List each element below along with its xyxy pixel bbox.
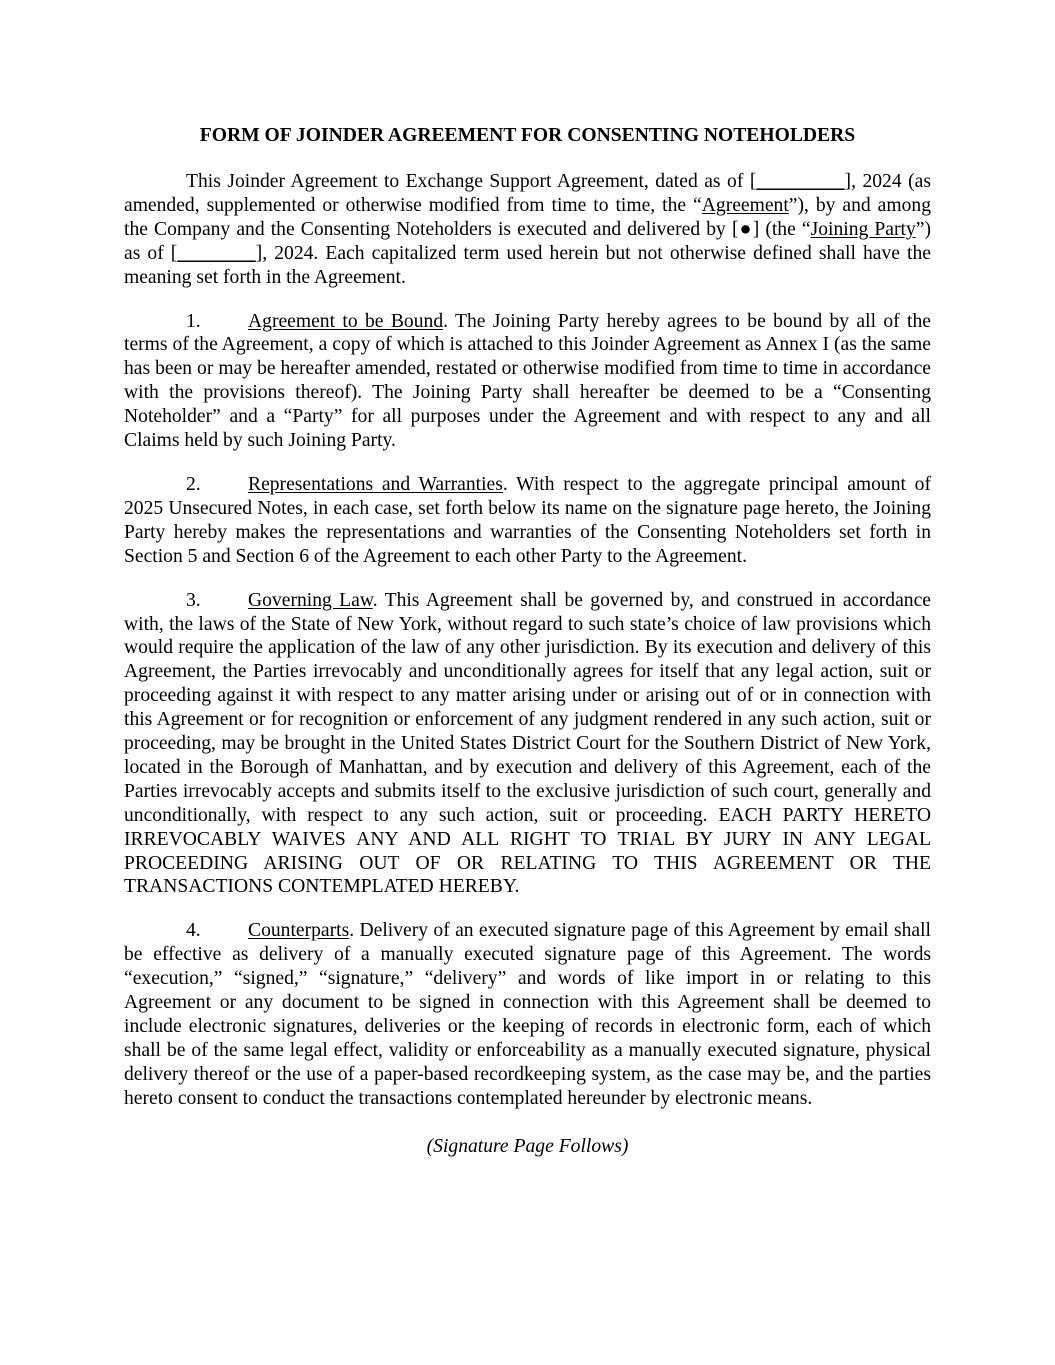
intro-text-4: ”) as of [ (124, 218, 931, 264)
date-blank: _________ (756, 171, 845, 192)
joining-party-term: Joining Party (810, 218, 916, 240)
section-4 (124, 919, 931, 1110)
section-number: 2. (186, 473, 201, 495)
section-text: . Delivery of an executed signature page of this Agreement by email shall be effective as delivery of a manually executed signature page of this Agreement. The words “execution,” “signed,” “signature,” “delivery” and words of like import in or relating to this Agreement or any document to be signed in connection with this Agreement shall be deemed to include electronic signatures, deliveries or the keeping of records in electronic form, each of which shall be of the same legal effect, validity or enforceability as a manually executed signature, physical delivery thereof or the use of a paper-based recordkeeping system, as the case may be, and the parties hereto consent to conduct the transactions contemplated hereunder by electronic means. (124, 920, 931, 1109)
document-page (124, 124, 931, 1159)
agreement-term: Agreement (701, 194, 789, 216)
section-heading: Agreement to be Bound (248, 310, 444, 332)
joinder-date-blank: ________ (177, 242, 256, 264)
section-heading: Representations and Warranties (248, 473, 503, 495)
section-heading: Counterparts (248, 920, 350, 942)
signature-page-follows: (Signature Page Follows) (426, 1135, 629, 1157)
section-text: . With respect to the aggregate principal amount of 2025 Unsecured Notes, in each case, set forth below its name on the signature page hereto, the Joining Party hereby makes the representations and warranties of the Consenting Noteholders set forth in Section 5 and Section 6 of the Agreement to each other Party to the Agreement. (124, 473, 931, 567)
intro-text-1: This Joinder Agreement to Exchange Support Agreement, dated as of [ (186, 171, 757, 192)
section-2 (124, 473, 931, 569)
intro-text-3: ”), by and among the Company and the Consenting Noteholders is executed and delivered by [●] (the “ (124, 194, 931, 240)
intro-paragraph (124, 170, 931, 290)
section-1 (124, 310, 931, 453)
section-number: 1. (186, 310, 201, 332)
intro-text-5: ], 2024. Each capitalized term used herein but not otherwise defined shall have the meaning set forth in the Agreement. (124, 242, 931, 288)
intro-text-2: ], 2024 (as amended, supplemented or otherwise modified from time to time, the “ (124, 171, 931, 216)
section-number: 3. (186, 589, 201, 611)
section-3 (124, 589, 931, 900)
section-heading: Governing Law (248, 589, 373, 611)
document-title: FORM OF JOINDER AGREEMENT FOR CONSENTING NOTEHOLDERS (199, 125, 856, 146)
section-number: 4. (186, 920, 201, 942)
section-text: . This Agreement shall be governed by, and construed in accordance with, the laws of the State of New York, without regard to such state’s choice of law provisions which would require the application of the law of any other jurisdiction. By its execution and delivery of this Agreement, the Parties irrevocably and unconditionally agrees for itself that any legal action, suit or proceeding against it with respect to any matter arising under or arising out of or in connection with this Agreement or for recognition or enforcement of any judgment rendered in any such action, suit or proceeding, may be brought in the United States District Court for the Southern District of New York, located in the Borough of Manhattan, and by execution and delivery of this Agreement, each of the Parties irrevocably accepts and submits itself to the exclusive jurisdiction of such court, generally and unconditionally, with respect to any such action, suit or proceeding. EACH PARTY HERETO IRREVOCABLY WAIVES ANY AND ALL RIGHT TO TRIAL BY JURY IN ANY LEGAL PROCEEDING ARISING OUT OF OR RELATING TO THIS AGREEMENT OR THE TRANSACTIONS CONTEMPLATED HEREBY. (124, 589, 931, 898)
section-text: . The Joining Party hereby agrees to be bound by all of the terms of the Agreement, a copy of which is attached to this Joinder Agreement as Annex I (as the same has been or may be hereafter amended, restated or otherwise modified from time to time in accordance with the provisions thereof). The Joining Party shall hereafter be deemed to be a “Consenting Noteholder” and a “Party” for all purposes under the Agreement and with respect to any and all Claims held by such Joining Party. (124, 310, 931, 452)
